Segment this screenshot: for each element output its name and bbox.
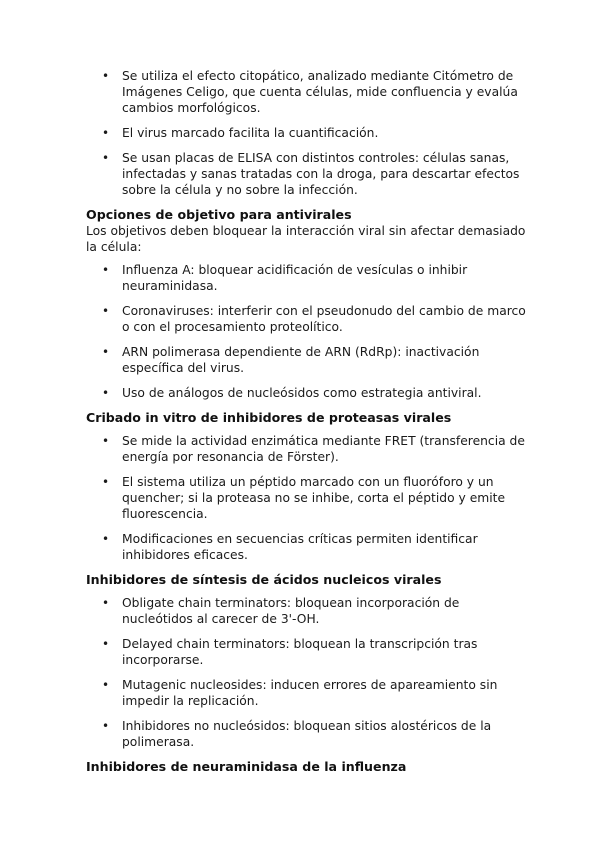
section-heading: Inhibidores de síntesis de ácidos nucleicos virales: [86, 572, 442, 587]
list-item: • El sistema utiliza un péptido marcado con un fluoróforo y un quencher; si la proteasa no se inhibe, corta el péptido y emite fluorescencia.: [102, 475, 506, 521]
bullet-icon: •: [102, 678, 110, 692]
bullet-icon: •: [102, 637, 110, 651]
list-item: • ARN polimerasa dependiente de ARN (RdRp): inactivación específica del virus.: [102, 345, 480, 375]
list-item: • Se usan placas de ELISA con distintos controles: células sanas, infectadas y sanas tratadas con la droga, para descartar efectos sobre la célula y no sobre la infección.: [102, 151, 520, 197]
bullet-list: [86, 595, 529, 750]
list-item: • Inhibidores no nucleósidos: bloquean sitios alostéricos de la polimerasa.: [102, 719, 492, 749]
bullet-icon: •: [102, 434, 110, 448]
list-item: • Influenza A: bloquear acidificación de vesículas o inhibir neuraminidasa.: [102, 263, 468, 293]
list-item: • Modificaciones en secuencias críticas permiten identificar inhibidores eficaces.: [102, 532, 478, 562]
section-protease-screening: [86, 410, 529, 563]
section-heading: Cribado in vitro de inhibidores de proteasas virales: [86, 410, 452, 425]
section-neuraminidase-inhibitors: [86, 759, 529, 775]
bullet-icon: •: [102, 596, 110, 610]
list-item: • El virus marcado facilita la cuantificación.: [102, 126, 379, 140]
list-item: • Se utiliza el efecto citopático, analizado mediante Citómetro de Imágenes Celigo, que cuenta células, mide confluencia y evalúa cambios morfológicos.: [102, 69, 518, 115]
bullet-icon: •: [102, 304, 110, 318]
list-item: • Uso de análogos de nucleósidos como estrategia antiviral.: [102, 386, 482, 400]
list-item: • Obligate chain terminators: bloquean incorporación de nucleótidos al carecer de 3'-OH.: [102, 596, 460, 626]
list-item: • Delayed chain terminators: bloquean la transcripción tras incorporarse.: [102, 637, 478, 667]
section-antiviral-targets: [86, 207, 529, 401]
list-item: • Coronaviruses: interferir con el pseudonudo del cambio de marco o con el procesamiento proteolítico.: [102, 304, 526, 334]
bullet-icon: •: [102, 475, 110, 489]
list-item: • Mutagenic nucleosides: inducen errores de apareamiento sin impedir la replicación.: [102, 678, 498, 708]
section-celigo-screening: [86, 68, 529, 198]
list-item: • Se mide la actividad enzimática mediante FRET (transferencia de energía por resonancia de Förster).: [102, 434, 525, 464]
bullet-icon: •: [102, 345, 110, 359]
section-heading: Opciones de objetivo para antivirales: [86, 207, 352, 222]
section-heading: Inhibidores de neuraminidasa de la influenza: [86, 759, 407, 774]
bullet-icon: •: [102, 69, 110, 83]
bullet-list: [86, 68, 529, 198]
bullet-icon: •: [102, 126, 110, 140]
bullet-list: [86, 433, 529, 563]
section-intro: Los objetivos deben bloquear la interacción viral sin afectar demasiado la célula:: [86, 224, 526, 254]
bullet-icon: •: [102, 151, 110, 165]
bullet-icon: •: [102, 719, 110, 733]
bullet-list: [86, 262, 529, 401]
bullet-icon: •: [102, 532, 110, 546]
section-nucleic-acid-inhibitors: [86, 572, 529, 750]
bullet-icon: •: [102, 263, 110, 277]
bullet-icon: •: [102, 386, 110, 400]
